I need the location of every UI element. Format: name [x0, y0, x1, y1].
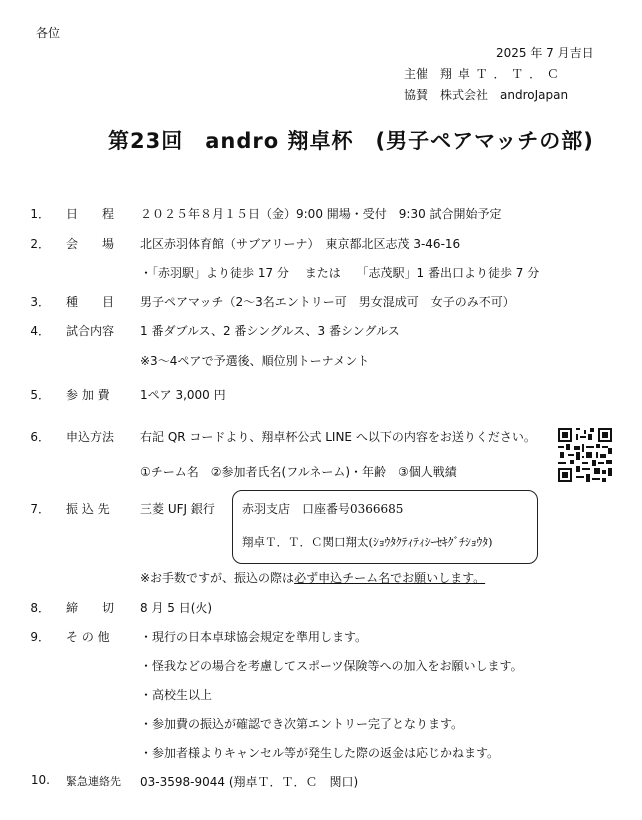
venue-text: 北区赤羽体育館（サブアリーナ） 東京都北区志茂 3-46-16 [140, 237, 461, 251]
item-number-2: 2． [30, 237, 50, 251]
organizer-name: 翔 卓 Ｔ ． Ｔ ． Ｃ [440, 67, 560, 81]
bank-account-number: 赤羽支店 口座番号0366685 [242, 502, 404, 516]
bank-transfer-note [140, 569, 485, 586]
schedule-text: ２０２５年８月１５日（金）9:00 開場・受付 9:30 試合開始予定 [140, 207, 502, 221]
item-number-6: 6． [30, 430, 50, 444]
bank-transfer-note-underlined: 必ず申込チーム名でお願いします。 [294, 571, 486, 585]
item-number-10: 10. [30, 773, 50, 787]
addressee: 各位 [36, 26, 61, 40]
item-number-7: 7． [30, 502, 50, 516]
match-format-text: 1 番ダブルス、2 番シングルス、3 番シングルス [140, 324, 400, 338]
application-fields: ①チーム名 ②参加者氏名(フルネーム)・年齢 ③個人戦績 [140, 465, 457, 479]
item-number-3: 3． [30, 295, 50, 309]
emergency-contact-text: 03-3598-9044 (翔卓Ｔ．Ｔ．Ｃ 関口) [140, 775, 359, 789]
other-note-5: ・参加者様よりキャンセル等が発生した際の返金は応じかねます。 [140, 746, 500, 760]
other-note-1: ・現行の日本卓球協会規定を準用します。 [140, 630, 368, 644]
item-label-bank: 振 込 先 [66, 502, 110, 516]
item-label-fee: 参 加 費 [66, 388, 110, 402]
item-label-event: 種 目 [66, 295, 115, 309]
item-label-application: 申込方法 [66, 430, 115, 444]
item-label-schedule: 日 程 [66, 207, 115, 221]
item-number-8: 8． [30, 601, 50, 615]
deadline-text: 8 月 5 日(火) [140, 601, 213, 615]
issue-date: 2025 年 7 月吉日 [496, 46, 594, 60]
item-number-1: 1． [30, 207, 50, 221]
item-number-5: 5． [30, 388, 50, 402]
fee-text: 1ペア 3,000 円 [140, 388, 226, 402]
sponsor-name: 株式会社 androJapan [440, 88, 569, 102]
item-number-4: 4． [30, 324, 50, 338]
sponsor-label: 協賛 [404, 88, 429, 102]
bank-name: 三菱 UFJ 銀行 [140, 502, 215, 516]
bank-account-holder: 翔卓Ｔ．Ｔ．Ｃ関口翔太(ｼｮｳﾀｸﾃｨﾃｨｼｰｾｷｸﾞﾁｼｮｳﾀ) [242, 535, 493, 549]
item-number-9: 9． [30, 630, 50, 644]
organizer-label: 主催 [404, 67, 429, 81]
bank-transfer-note-text: ※お手数ですが、振込の際は [140, 571, 295, 585]
application-text: 右記 QR コードより、翔卓杯公式 LINE へ以下の内容をお送りください。 [140, 430, 536, 444]
qr-code-icon[interactable] [558, 428, 612, 482]
match-format-note: ※3～4ペアで予選後、順位別トーナメント [140, 354, 370, 368]
item-label-emergency-contact: 緊急連絡先 [66, 775, 121, 788]
item-label-match-format: 試合内容 [66, 324, 115, 338]
item-label-venue: 会 場 [66, 237, 115, 251]
other-note-4: ・参加費の振込が確認でき次第エントリー完了となります。 [140, 717, 464, 731]
item-label-deadline: 締 切 [66, 601, 115, 615]
page-title: 第23回 andro 翔卓杯 (男子ペアマッチの部) [108, 129, 594, 153]
event-text: 男子ペアマッチ（2～3名エントリー可 男女混成可 女子のみ不可） [140, 295, 515, 309]
venue-access-text: ・「赤羽駅」より徒歩 17 分 または 「志茂駅」1 番出口より徒歩 7 分 [140, 266, 540, 280]
item-label-other: そ の 他 [66, 630, 110, 644]
other-note-3: ・高校生以上 [140, 688, 213, 702]
other-note-2: ・怪我などの場合を考慮してスポーツ保険等への加入をお願いします。 [140, 659, 523, 673]
